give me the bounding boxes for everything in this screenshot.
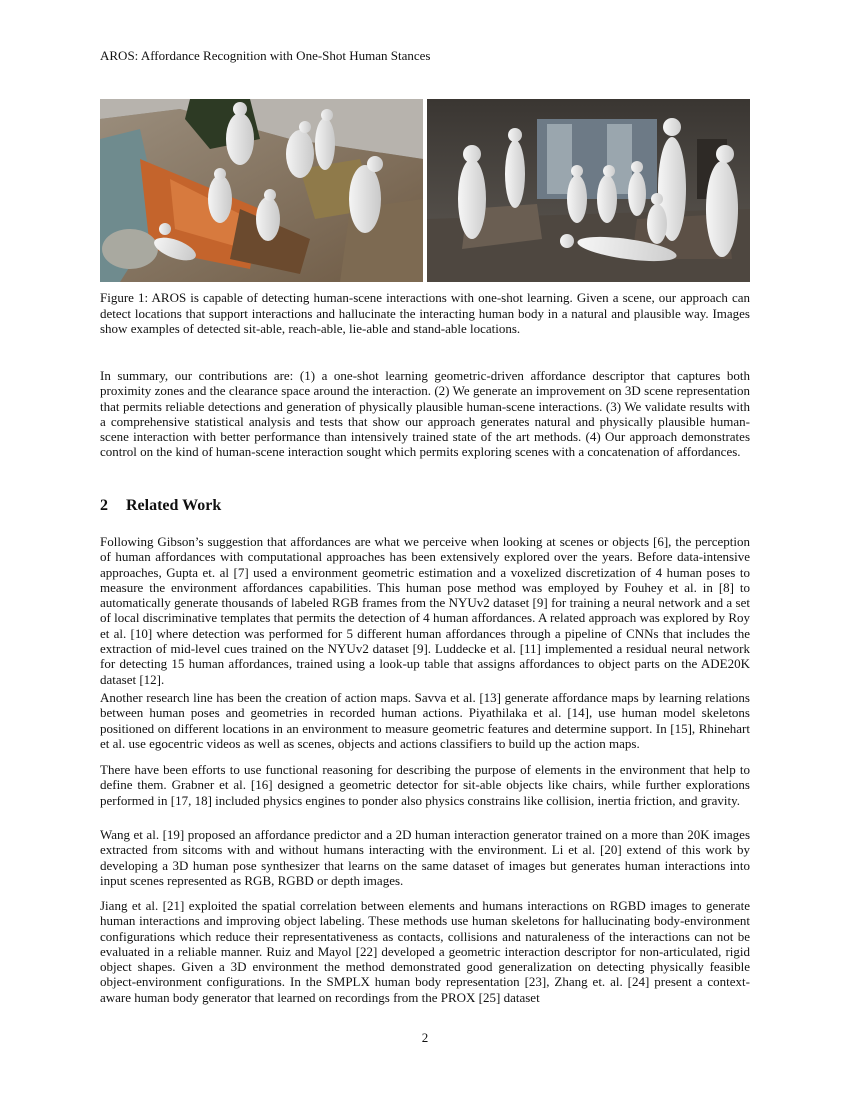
body-paragraph: There have been efforts to use functional reasoning for describing the purpose of elements in the environment that help to define them. Grabner et al. [16] designed a geometric detector for sit-able objects like chairs, while further explorations performed in [17, 18] included physics engines to ponder also physics constrains like collision, inertia friction, and gravity. xyxy=(100,762,750,808)
running-title: AROS: Affordance Recognition with One-Shot Human Stances xyxy=(100,48,431,63)
contributions-paragraph: In summary, our contributions are: (1) a one-shot learning geometric-driven affordance descriptor that captures both proximity zones and the clearance space around the interaction. (2) We generate an improvement on 3D scene representation that permits reliable detections and generation of physically plausible human-scene interactions. (3) We validate results with a comprehensive statistical analysis and tests that show our approach generates natural and physically plausible human-scene interaction with better performance than intensively trained state of the art methods. (4) Our approach demonstrates control on the kind of human-scene interaction sought which permits exploring scenes with a concatenation of affordances. xyxy=(100,368,750,460)
body-paragraph: Another research line has been the creation of action maps. Savva et al. [13] generate affordance maps by learning relations between human poses and geometries in recorded human actions. Piyathilaka et al. [14], use human model skeletons positioned on different locations in an environment to measure geometric features and determine support. In [15], Rhinehart et al. use egocentric videos as well as scenes, objects and actions classifiers to build up the action maps. xyxy=(100,690,750,751)
section-title: Related Work xyxy=(126,497,222,514)
figure-image-living-room xyxy=(100,99,423,282)
figure-image-lounge xyxy=(427,99,750,282)
section-heading xyxy=(100,497,221,515)
section-number: 2 xyxy=(100,497,108,514)
page-number: 2 xyxy=(421,1030,429,1045)
figure-caption: Figure 1: AROS is capable of detecting human-scene interactions with one-shot learning. Given a scene, our approach can detect locations that support interactions and hallucinate the interacting human body in a natural and plausible way. Images show examples of detected sit-able, reach-able, lie-able and stand-able locations. xyxy=(100,290,750,336)
figure-1 xyxy=(100,99,750,282)
body-paragraph: Following Gibson’s suggestion that affordances are what we perceive when looking at scenes or objects [6], the perception of human affordances with computational approaches has been extensively explored over the years. Before data-intensive approaches, Gupta et. al [7] used a environment geometric estimation and a voxelized discretization of 4 human poses to measure the environment affordances capabilities. This human pose method was employed by Fouhey et al. in [8] to automatically generate thousands of labeled RGB frames from the NYUv2 dataset [9] for training a neural network and a set of local discriminative templates that permits the detection of 4 human affordances. A related approach was explored by Roy et al. [10] where detection was performed for 5 different human affordances through a pipeline of CNNs that includes the extraction of mid-level cues trained on the NYUv2 dataset [9]. Luddecke et al. [11] implemented a residual neural network for detecting 15 human affordances, trained using a look-up table that assigns affordances to object parts on the ADE20K dataset [12]. xyxy=(100,534,750,687)
body-paragraph: Wang et al. [19] proposed an affordance predictor and a 2D human interaction generator trained on a more than 20K images extracted from sitcoms with and without humans interacting with the environment. Li et al. [20] extend of this work by developing a 3D human pose synthesizer that learns on the same dataset of images but generates human interactions into input scenes represented as RGB, RGBD or depth images. xyxy=(100,827,750,888)
body-paragraph: Jiang et al. [21] exploited the spatial correlation between elements and humans interactions on RGBD images to generate human interactions and improving object labeling. These methods use human skeletons for hallucinating body-environment configurations which reduce their representativeness as contacts, collisions and naturaleness of the interactions can not be evaluated in a reliable manner. Ruiz and Mayol [22] developed a geometric interaction descriptor for non-articulated, rigid object shapes. Given a 3D environment the method demonstrated good generalization on detecting physically feasible object-environment configurations. In the SMPLX human body representation [23], Zhang et. al. [24] present a context-aware human body generator that learned on recordings from the PROX [25] dataset xyxy=(100,898,750,1005)
